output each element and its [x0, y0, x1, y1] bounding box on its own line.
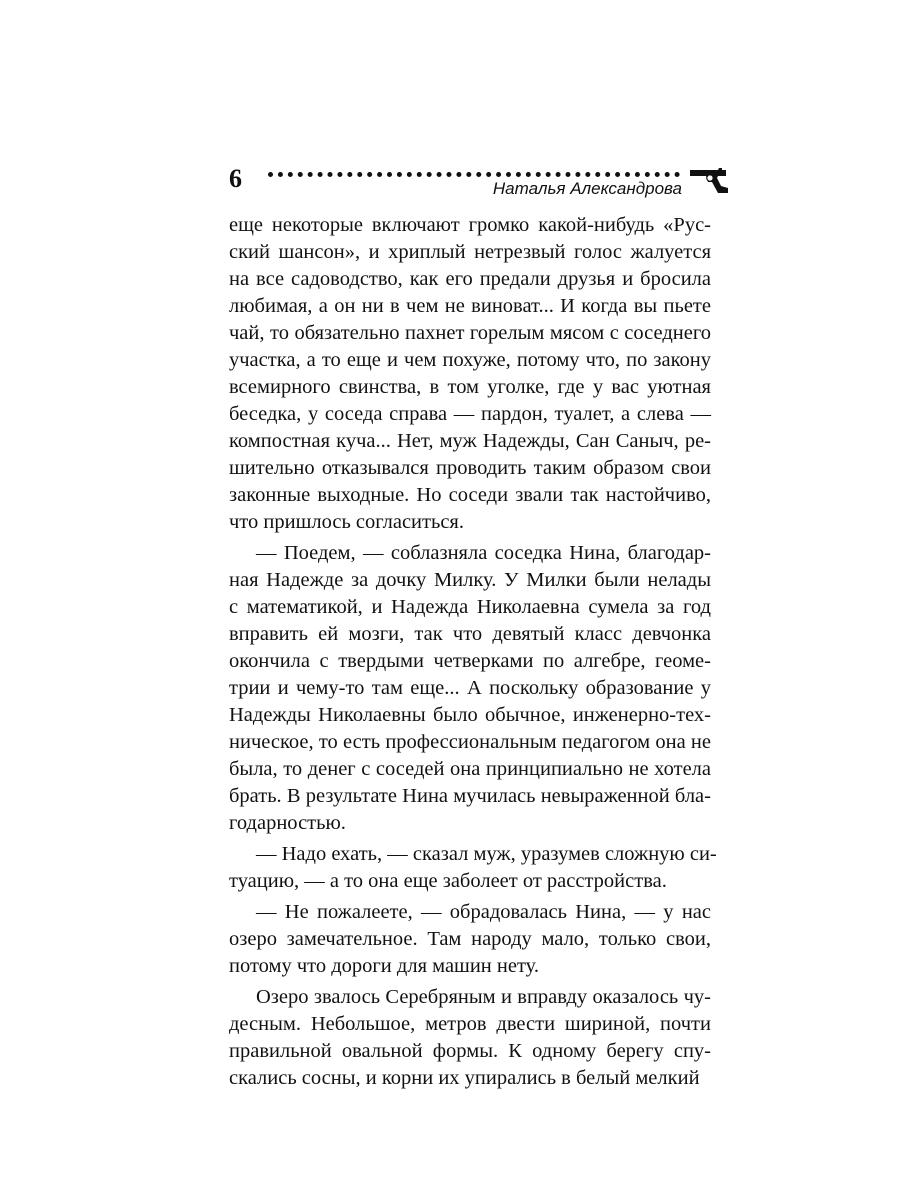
header-dotted-rule	[268, 172, 680, 177]
running-header-author: Наталья Александрова	[492, 179, 682, 198]
text-line: на все садоводство, как его предали друзья и бросила	[229, 268, 711, 290]
text-line: правильной овальной формы. К одному берегу спу-	[229, 1040, 711, 1062]
text-line: компостная куча... Нет, муж Надежды, Сан Саныч, ре-	[229, 430, 711, 452]
text-line: окончила с твердыми четверками по алгебре, геоме-	[229, 650, 711, 672]
paragraph	[229, 841, 717, 895]
text-line: что пришлось согласиться.	[229, 511, 464, 533]
body-text	[229, 212, 717, 1092]
text-line: была, то денег с соседей она принципиально не хотела	[229, 758, 711, 780]
text-line: участка, а то еще и чем похуже, потому что, по закону	[229, 349, 711, 371]
text-line: с математикой, и Надежда Николаевна сумела за год	[229, 596, 711, 618]
text-line: еще некоторые включают громко какой-нибудь «Рус-	[229, 214, 711, 236]
text-line: десным. Небольшое, метров двести шириной, почти	[229, 1013, 711, 1035]
paragraph	[229, 899, 711, 980]
text-line: любимая, а он ни в чем не виноват... И когда вы пьете	[229, 295, 711, 317]
text-line: всемирного свинства, в том уголке, где у вас уютная	[229, 376, 711, 398]
paragraph	[229, 984, 711, 1092]
page-number: 6	[229, 164, 242, 193]
text-line: чай, то обязательно пахнет горелым мясом с соседнего	[229, 322, 711, 344]
text-line: брать. В результате Нина мучилась невыраженной бла-	[229, 785, 711, 807]
text-line: — Поедем, — соблазняла соседка Нина, благодар-	[256, 542, 711, 564]
text-line: Надежды Николаевны было обычное, инженерно-тех-	[229, 704, 711, 726]
text-line: законные выходные. Но соседи звали так настойчиво,	[229, 484, 711, 506]
text-line: — Не пожалеете, — обрадовалась Нина, — у нас	[256, 901, 711, 923]
text-line: — Надо ехать, — сказал муж, уразумев сложную си-	[256, 843, 717, 865]
paragraph	[229, 540, 711, 837]
text-line: озеро замечательное. Там народу мало, только свои,	[229, 928, 711, 950]
text-line: беседка, у соседа справа — пардон, туалет, а слева —	[229, 403, 711, 425]
text-line: вправить ей мозги, так что девятый класс девчонка	[229, 623, 711, 645]
paragraph	[229, 212, 711, 536]
text-line: шительно отказывался проводить таким образом свои	[229, 457, 711, 479]
revolver-icon	[688, 166, 730, 194]
text-line: скались сосны, и корни их упирались в белый мелкий	[229, 1067, 700, 1089]
text-line: ная Надежде за дочку Милку. У Милки были нелады	[229, 569, 711, 591]
text-line: трии и чему-то там еще... А поскольку образование у	[229, 677, 711, 699]
text-line: Озеро звалось Серебряным и вправду оказалось чу-	[256, 986, 711, 1008]
text-line: потому что дороги для машин нету.	[229, 955, 539, 977]
text-line: годарностью.	[229, 812, 346, 834]
text-line: ский шансон», и хриплый нетрезвый голос жалуется	[229, 241, 711, 263]
text-line: ническое, то есть профессиональным педагогом она не	[229, 731, 711, 753]
text-line: туацию, — а то она еще заболеет от расстройства.	[229, 870, 667, 892]
